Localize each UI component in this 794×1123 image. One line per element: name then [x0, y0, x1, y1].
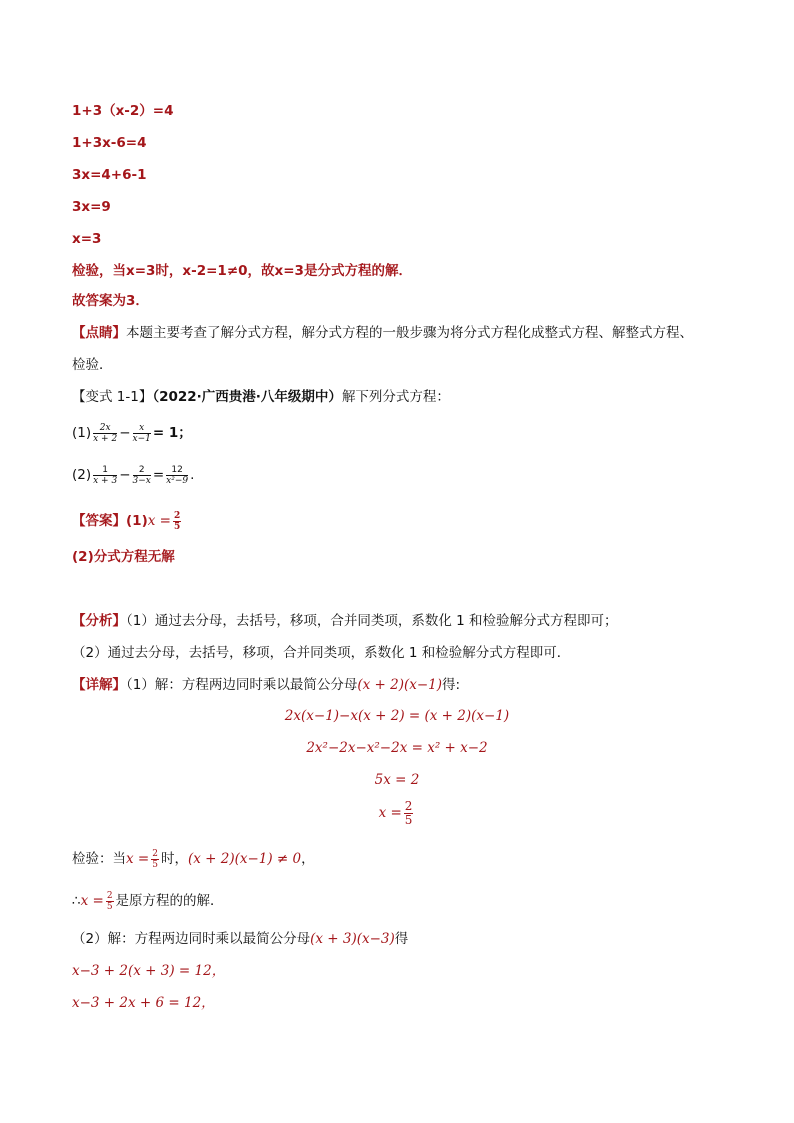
part2-intro: （2）解：方程两边同时乘以最简公分母(x + 3)(x−3)得: [72, 931, 409, 947]
detail-intro: 【详解】（1）解：方程两边同时乘以最简公分母(x + 2)(x−1)得:: [72, 677, 461, 693]
therefore-line: ∴x = $\frac{2}{5}$ 是原方程的的解．: [72, 890, 224, 912]
check-line: 检验，当x=3时，x-2=1≠0，故x=3是分式方程的解．: [72, 263, 412, 279]
eq1-label: (1): [72, 425, 92, 441]
part2-line-1: x−3 + 2(x + 3) = 12，: [72, 963, 226, 979]
analysis-tag: 【分析】: [72, 613, 126, 629]
variant-prompt: 解下列分式方程：: [341, 389, 450, 405]
equation-2: (2) $\frac{1}{x + 3}$ − $\frac{2}{3-x}$ = $\frac{12}{\text{x²−9}}$ .: [72, 464, 195, 486]
answer-line: 故答案为3．: [72, 293, 149, 309]
eq1-fraction-2: $\frac{x}{x-1}$: [132, 422, 151, 444]
analysis-line-2: （2）通过去分母，去括号，移项，合并同类项，系数化 1 和检验解分式方程即可．: [72, 645, 571, 661]
comment-line-1: [72, 324, 693, 342]
eq1-fraction-1: $\frac{2x}{x + 2}$: [93, 422, 118, 444]
calc-line-2: 2x²−2x−x²−2x = x² + x−2: [306, 740, 488, 756]
step-3: 3x=4+6-1: [72, 167, 147, 183]
check-line-1: 检验：当x = $\frac{2}{5}$ 时，(x + 2)(x−1) ≠ 0，: [72, 848, 315, 870]
step-1: 1+3（x-2）=4: [72, 103, 174, 119]
variant-source: （2022·广西贵港·八年级期中）: [152, 389, 342, 405]
calc-line-3: 5x = 2: [374, 772, 420, 788]
answer-tag: 【答案】: [72, 513, 126, 529]
eq2-fraction-2: $\frac{2}{3-x}$: [132, 464, 151, 486]
answer-1: 【答案】(1)x = $\frac{2}{5}$: [72, 510, 181, 532]
part2-line-2: x−3 + 2x + 6 = 12，: [72, 995, 215, 1011]
calc-line-1: 2x(x−1)−x(x + 2) = (x + 2)(x−1): [284, 708, 510, 724]
eq2-fraction-1: $\frac{1}{x + 3}$: [93, 464, 118, 486]
step-5: x=3: [72, 231, 102, 247]
detail-tag: 【详解】: [72, 677, 126, 693]
step-4: 3x=9: [72, 199, 111, 215]
eq2-label: (2): [72, 467, 92, 483]
analysis-line-1: 【分析】（1）通过去分母，去括号，移项，合并同类项，系数化 1 和检验解分式方程即可；: [72, 613, 618, 629]
answer-2: (2)分式方程无解: [72, 549, 175, 565]
answer-fraction: $\frac{2}{5}$: [173, 510, 181, 532]
comment-text-1: 本题主要考查了解分式方程，解分式方程的一般步骤为将分式方程化成整式方程、解整式方程、: [126, 325, 693, 341]
variant-tag: 【变式 1-1】: [72, 389, 153, 405]
comment-text-2: 检验．: [72, 357, 113, 373]
calc-line-4: x = $\frac{2}{5}$: [378, 798, 413, 827]
equation-1: (1) $\frac{2x}{x + 2}$ − $\frac{x}{x-1}$ = 1；: [72, 422, 192, 444]
eq1-rhs: = 1；: [152, 425, 192, 441]
variant-heading: [72, 388, 450, 406]
step-2: 1+3x-6=4: [72, 135, 147, 151]
eq2-fraction-3: $\frac{12}{\text{x²−9}}$: [166, 464, 189, 486]
comment-tag: 【点睛】: [72, 325, 126, 341]
